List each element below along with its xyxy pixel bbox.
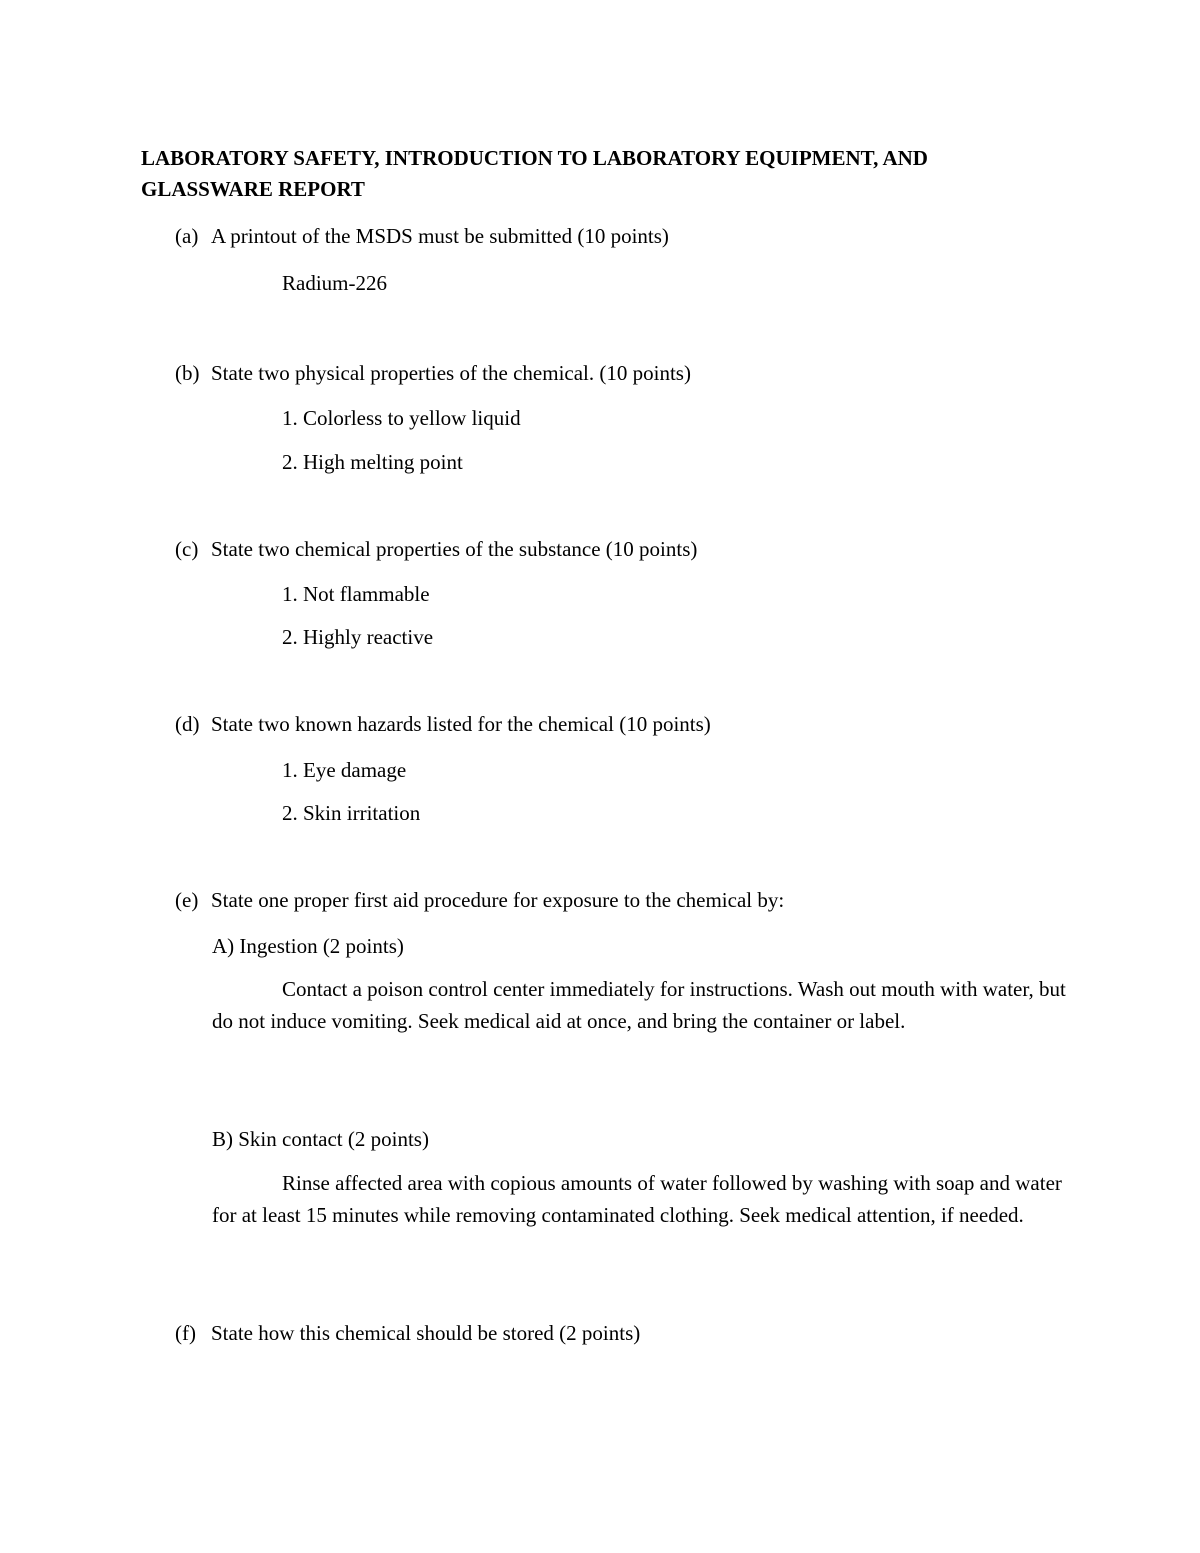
answer-b-1: 1. Colorless to yellow liquid (282, 406, 521, 430)
skin-contact-label: B) Skin contact (2 points) (212, 1127, 429, 1151)
question-a (175, 223, 669, 249)
answer-d-1: 1. Eye damage (282, 758, 407, 782)
question-f-marker: (f) (175, 1321, 196, 1345)
skin-contact-answer: Rinse affected area with copious amounts of water followed by washing with soap and water for at least 15 minutes while removing contaminated clothing. Seek medical attention, if needed. (212, 1171, 1062, 1227)
question-b-text: State two physical properties of the chemical. (10 points) (211, 361, 691, 385)
ingestion-answer: Contact a poison control center immediately for instructions. Wash out mouth with water, but do not induce vomiting. Seek medical aid at once, and bring the container or label. (212, 977, 1066, 1033)
question-c (175, 536, 697, 562)
ingestion-label: A) Ingestion (2 points) (212, 934, 404, 958)
question-b-marker: (b) (175, 361, 200, 385)
report-title: LABORATORY SAFETY, INTRODUCTION TO LABORATORY EQUIPMENT, AND GLASSWARE REPORT (141, 146, 928, 201)
answer-a: Radium-226 (282, 271, 387, 295)
answer-b-2: 2. High melting point (282, 450, 463, 474)
answer-c-2: 2. Highly reactive (282, 625, 434, 649)
question-d (175, 711, 711, 737)
question-a-text: A printout of the MSDS must be submitted (10 points) (211, 224, 669, 248)
answer-d-2: 2. Skin irritation (282, 801, 421, 825)
question-e (175, 887, 784, 913)
question-e-text: State one proper first aid procedure for exposure to the chemical by: (211, 888, 785, 912)
question-d-text: State two known hazards listed for the chemical (10 points) (211, 712, 711, 736)
question-f (175, 1320, 640, 1346)
question-d-marker: (d) (175, 712, 200, 736)
answer-c-1: 1. Not flammable (282, 582, 430, 606)
question-f-text: State how this chemical should be stored (2 points) (211, 1321, 641, 1345)
question-c-marker: (c) (175, 537, 199, 561)
question-e-marker: (e) (175, 888, 199, 912)
question-c-text: State two chemical properties of the substance (10 points) (211, 537, 698, 561)
question-a-marker: (a) (175, 224, 199, 248)
question-b (175, 360, 691, 386)
